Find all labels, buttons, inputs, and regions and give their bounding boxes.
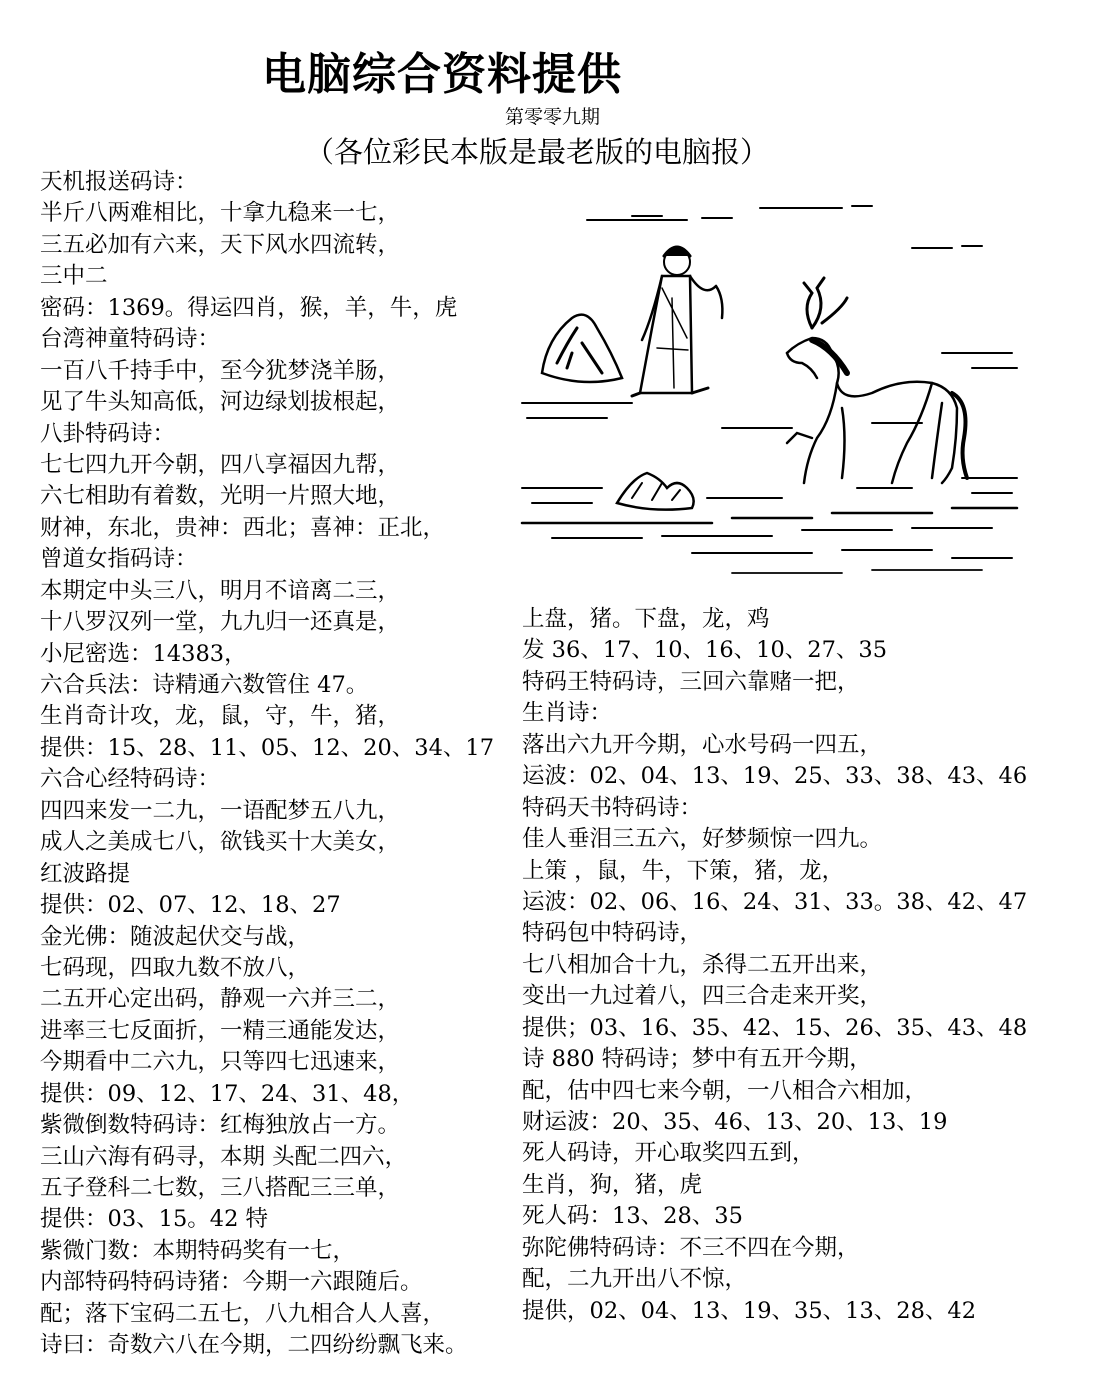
text-line: 生肖奇计攻，龙，鼠，守，牛，猪，	[40, 703, 401, 730]
page-subtitle: （各位彩民本版是最老版的电脑报）	[305, 135, 770, 169]
text-line: 配，估中四七来今朝，一八相合六相加，	[522, 1077, 928, 1104]
text-line: 上策 ，鼠，牛，下策，猪，龙，	[522, 857, 845, 884]
text-line: 见了牛头知高低，河边绿划拔根起，	[40, 389, 401, 416]
text-line: 八卦特码诗：	[40, 420, 176, 447]
text-line: 金光佛：随波起伏交与战，	[40, 923, 311, 950]
text-line: 发 36、17、10、16、10、27、35	[522, 637, 888, 664]
text-line: 提供：09、12、17、24、31、48，	[40, 1080, 415, 1107]
text-line: 生肖诗：	[522, 700, 613, 727]
text-line: 成人之美成七八，欲钱买十大美女，	[40, 829, 401, 856]
text-line: 进率三七反面折，一精三通能发达，	[40, 1017, 401, 1044]
text-line: 今期看中二六九，只等四七迅速来，	[40, 1049, 401, 1076]
text-line: 二五开心定出码，静观一六并三二，	[40, 986, 401, 1013]
text-line: 提供：15、28、11、05、12、20、34、17	[40, 734, 495, 761]
text-line: 佳人垂泪三五六，好梦频惊一四九。	[522, 826, 883, 853]
text-line: 紫微倒数特码诗：红梅独放占一方。	[40, 1112, 401, 1139]
text-line: 四四来发一二九，一语配梦五八九，	[40, 797, 401, 824]
right-text-column	[522, 604, 1102, 1327]
page-title: 电脑综合资料提供	[262, 49, 622, 100]
text-line: 三中二	[40, 263, 108, 290]
text-line: 曾道女指码诗：	[40, 546, 198, 573]
text-line: 配；落下宝码二五七，八九相合人人喜，	[40, 1300, 446, 1327]
text-line: 台湾神童特码诗：	[40, 326, 221, 353]
text-line: 特码包中特码诗，	[522, 920, 703, 947]
text-line: 死人码诗，开心取奖四五到，	[522, 1140, 815, 1167]
text-line: 七七四九开今朝，四八享福因九帮，	[40, 451, 401, 478]
text-line: 红波路提	[40, 860, 131, 887]
text-line: 配，二九开出八不惊，	[522, 1266, 748, 1293]
text-line: 三山六海有码寻，本期 头配二四六，	[40, 1143, 408, 1170]
text-line: 一百八千持手中，至今犹梦浇羊肠，	[40, 357, 401, 384]
text-line: 提供；03、16、35、42、15、26、35、43、48	[522, 1014, 1028, 1041]
text-line: 财运波：20、35、46、13、20、13、19	[522, 1109, 948, 1135]
rock	[542, 315, 622, 382]
deer-figure	[787, 278, 967, 483]
text-line: 特码王特码诗，三回六靠赌一把，	[522, 668, 860, 695]
text-line: 七八相加合十九，杀得二五开出来，	[522, 951, 883, 978]
text-line: 提供：03、15。42 特	[40, 1206, 269, 1233]
text-line: 运波：02、04、13、19、25、33、38、43、46	[522, 763, 1028, 790]
text-line: 死人码：13、28、35	[522, 1203, 743, 1230]
text-line: 天机报送码诗：	[40, 169, 198, 195]
text-line: 运波：02、06、16、24、31、33。38、42、47	[522, 888, 1028, 915]
text-line: 内部特码特码诗猪：今期一六跟随后。	[40, 1269, 423, 1296]
sage-figure	[632, 247, 722, 396]
text-line: 六合心经特码诗：	[40, 766, 221, 793]
text-line: 十八罗汉列一堂，九九归一还真是，	[40, 609, 401, 636]
text-line: 紫微门数：本期特码奖有一七，	[40, 1237, 356, 1264]
left-text-column	[40, 167, 500, 1362]
text-line: 提供：02、07、12、18、27	[40, 892, 341, 919]
text-line: 本期定中头三八，明月不谙离二三，	[40, 577, 401, 604]
text-line: 小尼密选：14383，	[40, 640, 247, 667]
text-line: 五子登科二七数，三八搭配三三单，	[40, 1175, 401, 1201]
text-line: 诗曰：奇数六八在今期，二四纷纷飘飞来。	[40, 1332, 468, 1359]
text-line: 密码：1369。得运四肖，猴，羊，牛，虎	[40, 294, 458, 321]
text-line: 七码现，四取九数不放八，	[40, 954, 311, 981]
text-line: 六七相助有着数，光明一片照大地，	[40, 483, 401, 510]
text-line: 生肖，狗，猪，虎	[522, 1171, 703, 1198]
text-line: 落出六九开今期，心水号码一四五，	[522, 731, 883, 758]
sage-and-deer-illustration	[512, 178, 1022, 598]
text-line: 半斤八两难相比，十拿九稳来一七，	[40, 200, 401, 227]
text-line: 财神，东北，贵神：西北；喜神：正北，	[40, 514, 446, 541]
text-line: 弥陀佛特码诗：不三不四在今期，	[522, 1234, 860, 1261]
text-line: 提供，02、04、13、19、35、13、28、42	[522, 1297, 977, 1324]
text-line: 六合兵法：诗精通六数管住 47。	[40, 672, 369, 698]
text-line: 诗 880 特码诗；梦中有五开今期，	[522, 1046, 872, 1073]
text-line: 变出一九过着八，四三合走来开奖，	[522, 983, 883, 1010]
issue-number: 第零零九期	[505, 106, 601, 128]
text-line: 上盘，猪。下盘，龙，鸡	[522, 606, 770, 632]
text-line: 三五必加有六来，天下风水四流转，	[40, 231, 401, 258]
text-line: 特码天书特码诗：	[522, 794, 703, 821]
